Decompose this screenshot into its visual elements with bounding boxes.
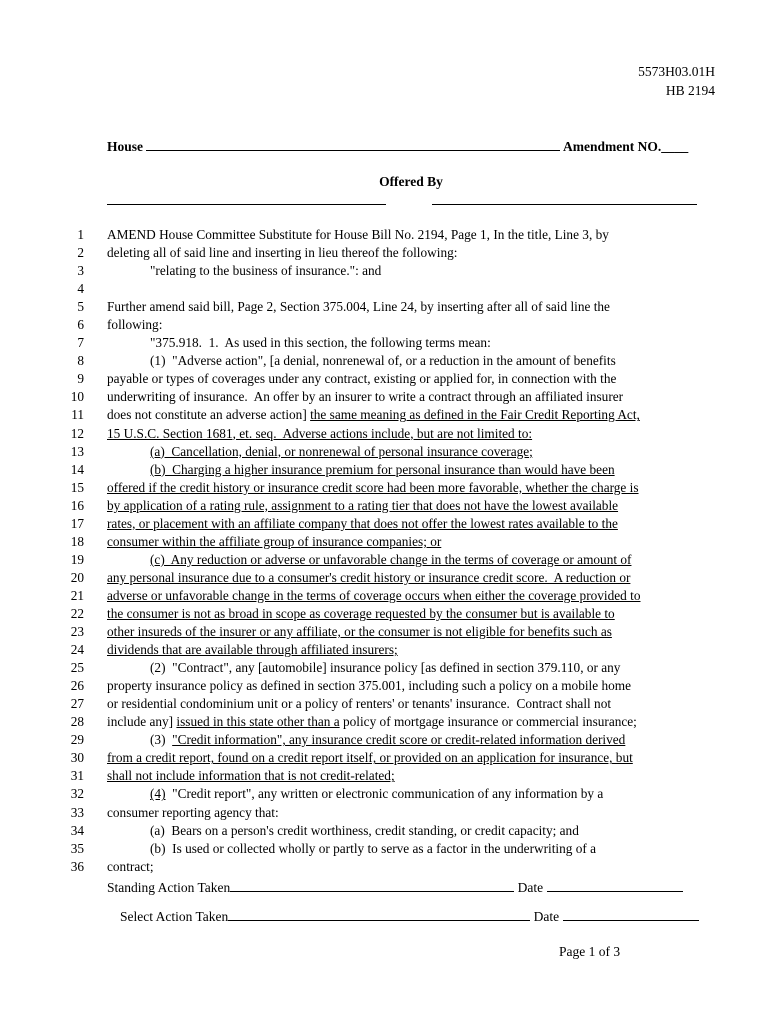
text-line xyxy=(0,461,770,479)
line-number: 26 xyxy=(70,678,84,694)
inserted-text: dividends that are available through affiliated insurers; xyxy=(107,642,398,658)
text-line xyxy=(0,406,770,424)
line-text xyxy=(107,479,639,497)
inserted-text: (4) xyxy=(150,786,166,802)
line-text xyxy=(107,497,618,515)
line-segment: (b) Is used or collected wholly or partly to serve as a factor in the underwriting of a xyxy=(150,840,597,856)
text-line xyxy=(0,785,770,803)
line-number: 9 xyxy=(77,371,84,387)
inserted-text: consumer within the affiliate group of insurance companies; or xyxy=(107,533,442,549)
line-number: 22 xyxy=(70,605,84,621)
line-number: 8 xyxy=(77,353,84,369)
line-text xyxy=(107,641,398,659)
text-line xyxy=(0,731,770,749)
line-text xyxy=(107,749,633,767)
line-text xyxy=(107,587,641,605)
line-number: 18 xyxy=(70,533,84,549)
line-number: 16 xyxy=(70,497,84,513)
amendment-text xyxy=(0,226,770,876)
line-text xyxy=(107,533,441,551)
select-date-blank xyxy=(563,907,699,921)
line-text xyxy=(107,695,611,713)
text-line xyxy=(0,262,770,280)
line-number: 4 xyxy=(77,281,84,297)
line-segment: "relating to the business of insurance.": and xyxy=(150,263,382,279)
line-number: 27 xyxy=(70,696,84,712)
inserted-text: adverse or unfavorable change in the terms of coverage occurs when either the coverage provided to xyxy=(107,587,641,603)
standing-action-line xyxy=(107,878,683,896)
line-segment: contract; xyxy=(107,858,154,874)
inserted-text: rates, or placement with an affiliate company that does not offer the lowest rates available to the xyxy=(107,515,618,531)
text-line xyxy=(0,767,770,785)
house-blank xyxy=(146,137,560,151)
line-text xyxy=(107,370,616,388)
line-number: 30 xyxy=(70,750,84,766)
line-text xyxy=(107,298,610,316)
line-segment: underwriting of insurance. An offer by an insurer to write a contract through an affiliated insurer xyxy=(107,389,624,405)
text-line xyxy=(0,749,770,767)
line-number: 24 xyxy=(70,642,84,658)
inserted-text: 15 U.S.C. Section 1681, et. seq. Adverse actions include, but are not limited to: xyxy=(107,425,533,441)
line-text xyxy=(107,605,615,623)
line-segment: (a) Bears on a person's credit worthiness, credit standing, or credit capacity; and xyxy=(150,822,579,838)
line-text xyxy=(107,316,162,334)
line-segment: does not constitute an adverse action] xyxy=(107,407,311,423)
line-number: 6 xyxy=(77,317,84,333)
line-segment: payable or types of coverages under any contract, existing or applied for, in connection with the xyxy=(107,371,617,387)
line-number: 28 xyxy=(70,714,84,730)
text-line xyxy=(0,659,770,677)
text-line xyxy=(0,587,770,605)
line-text xyxy=(150,659,620,677)
text-line xyxy=(0,334,770,352)
inserted-text: offered if the credit history or insurance credit score had been more favorable, whether the charge is xyxy=(107,479,639,495)
text-line xyxy=(0,244,770,262)
line-text xyxy=(107,767,395,785)
text-line xyxy=(0,858,770,876)
inserted-text: from a credit report, found on a credit report itself, or provided on an application for insurance, but xyxy=(107,750,633,766)
inserted-text: (b) Charging a higher insurance premium for personal insurance than would have been xyxy=(150,461,615,477)
text-line xyxy=(0,370,770,388)
line-segment: deleting all of said line and inserting in lieu thereof the following: xyxy=(107,245,458,261)
text-line xyxy=(0,551,770,569)
text-line xyxy=(0,822,770,840)
inserted-text: the consumer is not as broad in scope as coverage requested by the consumer but is available to xyxy=(107,605,615,621)
standing-action-blank xyxy=(230,878,514,892)
house-label: House xyxy=(107,139,144,154)
line-text xyxy=(150,840,596,858)
text-line xyxy=(0,804,770,822)
text-line xyxy=(0,533,770,551)
line-number: 33 xyxy=(70,804,84,820)
line-segment: "375.918. 1. As used in this section, the following terms mean: xyxy=(150,335,491,351)
line-number: 1 xyxy=(77,227,84,242)
text-line xyxy=(0,497,770,515)
line-segment: policy of mortgage insurance or commercial insurance; xyxy=(339,714,637,730)
line-text xyxy=(107,569,630,587)
line-text xyxy=(107,244,457,262)
inserted-text: issued in this state other than a xyxy=(176,714,340,730)
document-id: 5573H03.01H xyxy=(638,64,715,79)
text-line xyxy=(0,713,770,731)
line-number: 25 xyxy=(70,660,84,676)
offered-by-label: Offered By xyxy=(379,174,443,189)
line-text xyxy=(107,515,618,533)
line-number: 13 xyxy=(70,443,84,459)
line-text xyxy=(150,551,631,569)
line-segment: "Credit report", any written or electronic communication of any information by a xyxy=(165,786,604,802)
inserted-text: any personal insurance due to a consumer's credit history or insurance credit score. A reduction or xyxy=(107,569,631,585)
line-text xyxy=(107,804,279,822)
line-number: 23 xyxy=(70,624,84,640)
line-text xyxy=(107,713,637,731)
text-line xyxy=(0,226,770,244)
inserted-text: shall not include information that is not credit-related; xyxy=(107,768,395,784)
offered-by-blank-left xyxy=(107,204,386,205)
inserted-text: (a) Cancellation, denial, or nonrenewal of personal insurance coverage; xyxy=(150,443,533,459)
text-line xyxy=(0,298,770,316)
line-number: 14 xyxy=(70,461,84,477)
text-line xyxy=(0,623,770,641)
line-text xyxy=(150,443,533,461)
standing-date-blank xyxy=(547,878,683,892)
line-segment: property insurance policy as defined in section 375.001, including such a policy on a mobile home xyxy=(107,678,631,694)
line-number: 3 xyxy=(77,263,84,279)
text-line xyxy=(0,479,770,497)
line-text xyxy=(150,731,625,749)
line-text xyxy=(107,226,609,244)
text-line xyxy=(0,695,770,713)
line-segment: or residential condominium unit or a policy of renters' or tenants' insurance. Contract shall not xyxy=(107,696,612,712)
amendment-label: Amendment NO.____ xyxy=(563,139,689,154)
select-action-line xyxy=(120,907,699,925)
page-number: Page 1 of 3 xyxy=(559,944,621,959)
line-text xyxy=(150,352,616,370)
house-line xyxy=(107,137,688,155)
line-number: 35 xyxy=(70,840,84,856)
standing-action-label: Standing Action Taken xyxy=(107,880,231,895)
line-segment: consumer reporting agency that: xyxy=(107,804,279,820)
line-number: 17 xyxy=(70,515,84,531)
line-number: 12 xyxy=(70,425,84,441)
text-line xyxy=(0,569,770,587)
inserted-text: by application of a rating rule, assignment to a rating tier that does not have the lowest available xyxy=(107,497,619,513)
line-text xyxy=(150,461,615,479)
text-line xyxy=(0,605,770,623)
line-number: 20 xyxy=(70,569,84,585)
line-segment: following: xyxy=(107,317,163,333)
line-segment: AMEND House Committee Substitute for House Bill No. 2194, Page 1, In the title, Line 3, by xyxy=(107,227,609,242)
text-line xyxy=(0,677,770,695)
line-text xyxy=(107,388,623,406)
line-text xyxy=(107,858,154,876)
select-action-blank xyxy=(228,907,530,921)
line-segment: Further amend said bill, Page 2, Section 375.004, Line 24, by inserting after all of said line the xyxy=(107,299,610,315)
line-text xyxy=(107,425,532,443)
line-text xyxy=(107,677,631,695)
line-number: 34 xyxy=(70,822,84,838)
line-number: 15 xyxy=(70,479,84,495)
line-segment: (2) "Contract", any [automobile] insurance policy [as defined in section 379.110, or any xyxy=(150,660,621,676)
text-line xyxy=(0,641,770,659)
select-date-label: Date xyxy=(533,909,560,924)
line-number: 11 xyxy=(71,407,84,423)
inserted-text: (c) Any reduction or adverse or unfavorable change in the terms of coverage or amount of xyxy=(150,551,632,567)
inserted-text: "Credit information", any insurance credit score or credit-related information derived xyxy=(172,732,626,748)
select-action-label: Select Action Taken xyxy=(120,909,229,924)
inserted-text: other insureds of the insurer or any affiliate, or the consumer is not eligible for benefits such as xyxy=(107,624,612,640)
inserted-text: the same meaning as defined in the Fair Credit Reporting Act, xyxy=(310,407,640,423)
line-segment: (3) xyxy=(150,732,173,748)
text-line xyxy=(0,388,770,406)
line-text xyxy=(150,822,579,840)
offered-by-blank-right xyxy=(432,204,697,205)
text-line xyxy=(0,352,770,370)
text-line xyxy=(0,443,770,461)
line-number: 19 xyxy=(70,551,84,567)
text-line xyxy=(0,316,770,334)
line-number: 32 xyxy=(70,786,84,802)
line-segment: include any] xyxy=(107,714,177,730)
line-segment: (1) "Adverse action", [a denial, nonrenewal of, or a reduction in the amount of benefits xyxy=(150,353,616,369)
line-text xyxy=(150,334,491,352)
line-number: 31 xyxy=(70,768,84,784)
line-text xyxy=(107,406,640,424)
line-number: 5 xyxy=(77,299,84,315)
line-text xyxy=(150,262,381,280)
line-number: 10 xyxy=(70,389,84,405)
bill-number: HB 2194 xyxy=(665,83,715,98)
line-text xyxy=(107,623,612,641)
line-number: 2 xyxy=(77,245,84,261)
text-line xyxy=(0,840,770,858)
line-number: 29 xyxy=(70,732,84,748)
line-number: 36 xyxy=(70,858,84,874)
text-line xyxy=(0,425,770,443)
standing-date-label: Date xyxy=(517,880,544,895)
line-number: 7 xyxy=(77,335,84,351)
line-number: 21 xyxy=(70,587,84,603)
text-line xyxy=(0,515,770,533)
text-line xyxy=(0,280,770,298)
line-text xyxy=(150,785,603,803)
